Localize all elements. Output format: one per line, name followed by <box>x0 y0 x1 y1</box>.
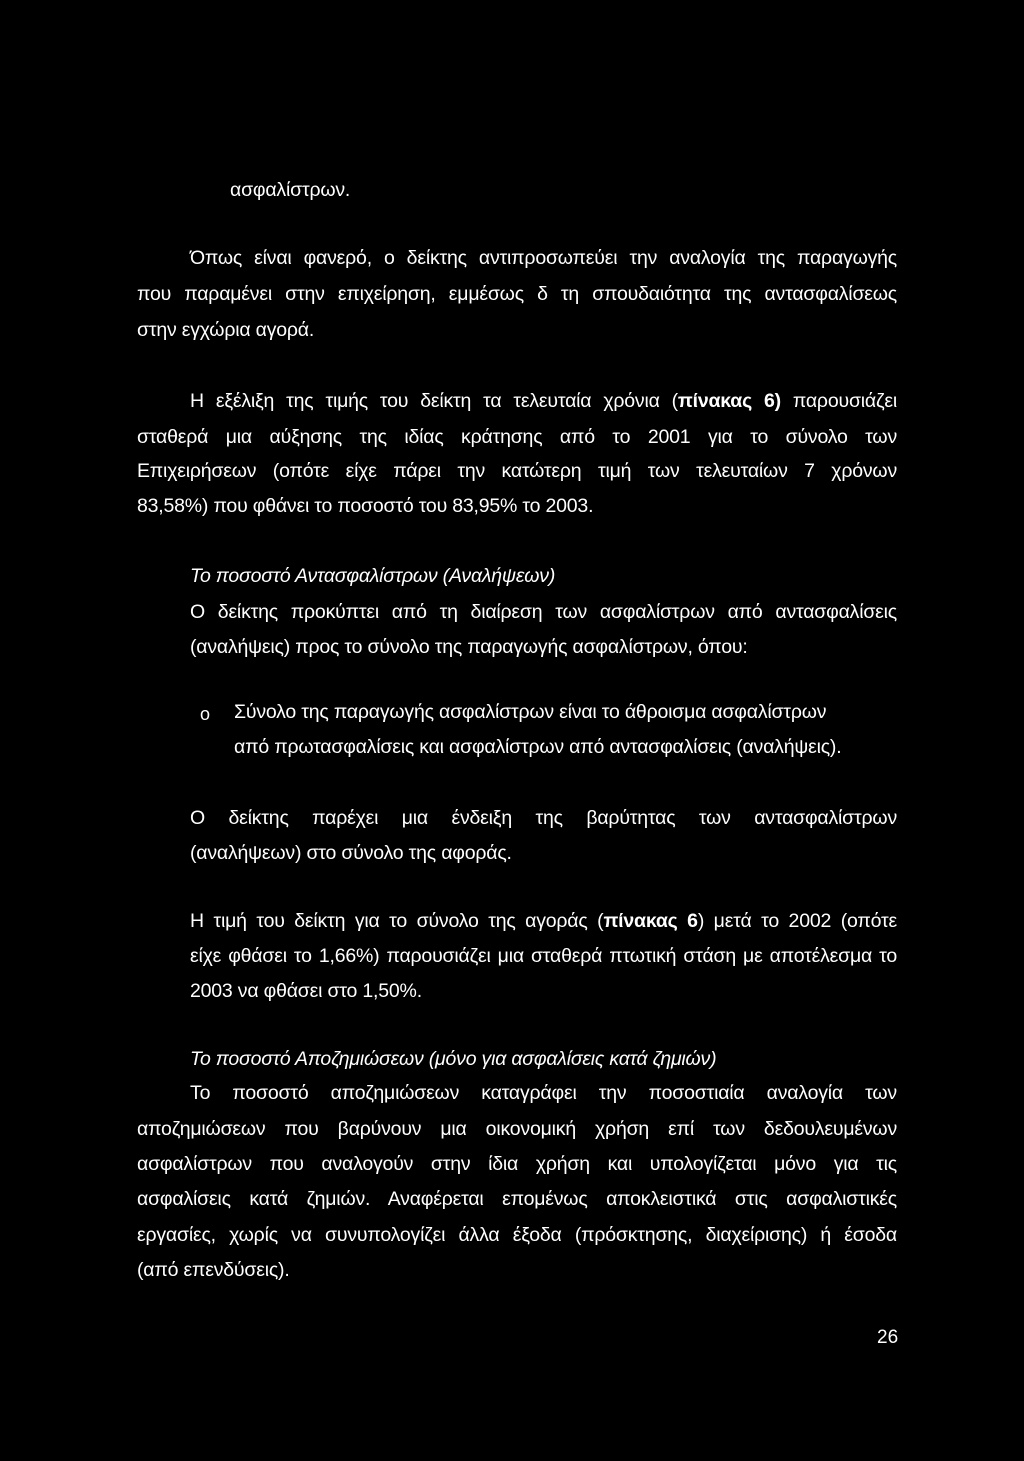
text-fragment: Η εξέλιξη της τιμής του δείκτη τα τελευταία χρόνια ( <box>190 390 678 412</box>
text-fragment: ) μετά το 2002 (οπότε <box>697 910 897 932</box>
text-line: ασφαλίστρων. <box>230 179 351 201</box>
bullet-marker: o <box>200 704 211 724</box>
text-line: που παραμένει στην επιχείρηση, εμμέσως δ τη σπουδαιότητα της αντασφαλίσεως <box>137 283 897 305</box>
table-reference: πίνακας 6 <box>603 910 698 932</box>
text-line: 2003 να φθάσει στο 1,50%. <box>190 980 422 1002</box>
table-reference: πίνακας 6) <box>677 390 781 412</box>
text-line: (αναλήψεων) στο σύνολο της αφοράς. <box>190 842 512 864</box>
page-number: 26 <box>877 1327 899 1348</box>
text-line: στην εγχώρια αγορά. <box>137 319 315 341</box>
text-line: Όπως είναι φανερό, ο δείκτης αντιπροσωπεύει την αναλογία της παραγωγής <box>190 247 897 269</box>
text-line: 83,58%) που φθάνει το ποσοστό του 83,95% το 2003. <box>137 495 594 517</box>
text-line: Επιχειρήσεων (οπότε είχε πάρει την κατώτερη τιμή των τελευταίων 7 χρόνων <box>137 460 897 482</box>
text-line: εργασίες, χωρίς να συνυπολογίζει άλλα έξοδα (πρόσκτησης, διαχείρισης) ή έσοδα <box>137 1224 897 1246</box>
text-fragment: Η τιμή του δείκτη για το σύνολο της αγοράς ( <box>190 910 604 932</box>
text-line: σταθερά μια αύξησης της ιδίας κράτησης από το 2001 για το σύνολο των <box>137 426 897 448</box>
text-line: Ο δείκτης παρέχει μια ένδειξη της βαρύτητας των αντασφαλίστρων <box>190 807 897 829</box>
section-heading: Το ποσοστό Αποζημιώσεων (μόνο για ασφαλίσεις κατά ζημιών) <box>190 1048 717 1070</box>
list-item-line: από πρωτασφαλίσεις και ασφαλίστρων από αντασφαλίσεις (αναλήψεις). <box>234 736 842 758</box>
text-fragment: παρουσιάζει <box>780 390 898 412</box>
text-line: είχε φθάσει το 1,66%) παρουσιάζει μια σταθερά πτωτική στάση με αποτέλεσμα το <box>190 945 897 967</box>
text-line <box>190 392 897 412</box>
text-line: ασφαλίσεις κατά ζημιών. Αναφέρεται επομένως αποκλειστικά στις ασφαλιστικές <box>137 1188 897 1210</box>
text-line: (από επενδύσεις). <box>137 1259 290 1281</box>
text-line <box>190 912 897 932</box>
text-line: ασφαλίστρων που αναλογούν στην ίδια χρήση και υπολογίζεται μόνο για τις <box>137 1153 897 1175</box>
text-line: αποζημιώσεων που βαρύνουν μια οικονομική χρήση επί των δεδουλευμένων <box>137 1118 897 1140</box>
text-line: Το ποσοστό αποζημιώσεων καταγράφει την ποσοστιαία αναλογία των <box>190 1082 897 1104</box>
section-heading: Το ποσοστό Αντασφαλίστρων (Αναλήψεων) <box>190 565 556 587</box>
text-line: (αναλήψεις) προς το σύνολο της παραγωγής ασφαλίστρων, όπου: <box>190 636 748 658</box>
text-line: Ο δείκτης προκύπτει από τη διαίρεση των ασφαλίστρων από αντασφαλίσεις <box>190 601 897 623</box>
list-item-line: Σύνολο της παραγωγής ασφαλίστρων είναι το άθροισμα ασφαλίστρων <box>234 701 827 723</box>
